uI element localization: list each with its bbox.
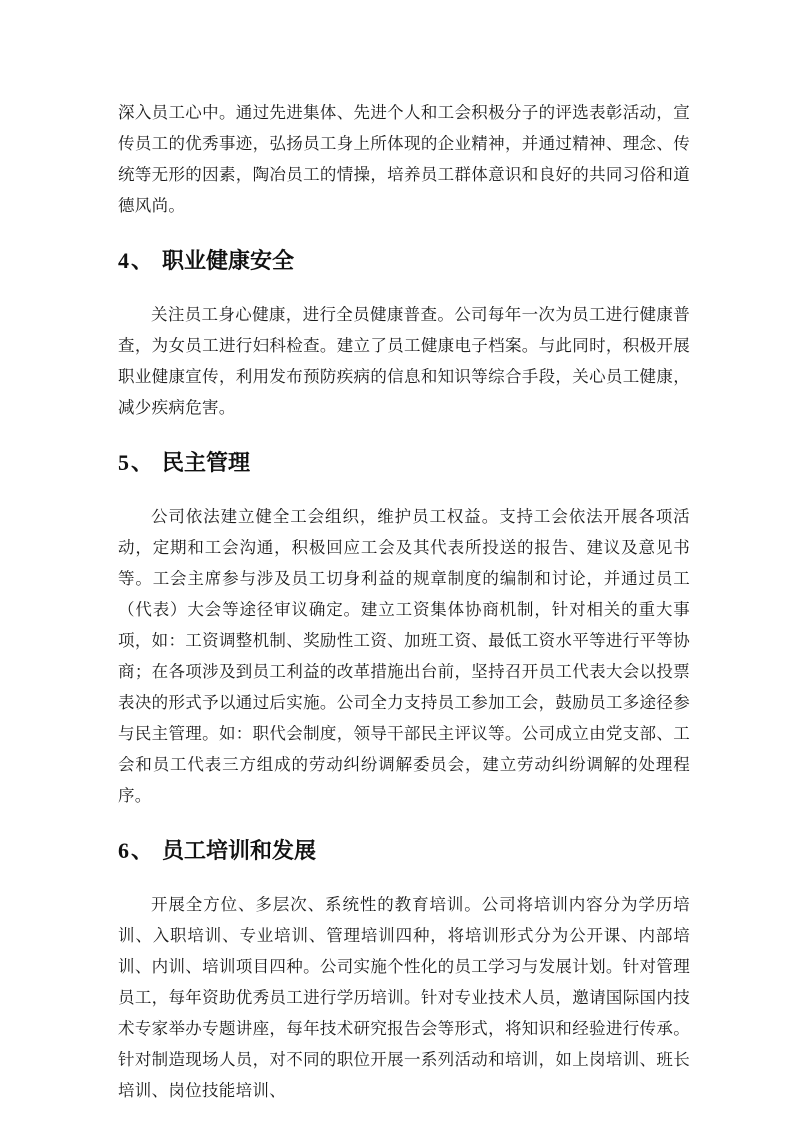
paragraph-employee-training-development: 开展全方位、多层次、系统性的教育培训。公司将培训内容分为学历培训、入职培训、专业培训、管理培训四种，将培训形式分为公开课、内部培训、内训、培训项目四种。公司实施个性化的员工学习与发展计划。针对管理员工，每年资助优秀员工进行学历培训。针对专业技术人员，邀请国际国内技术专家举办专题讲座，每年技术研究报告会等形式，将知识和经验进行传承。针对制造现场人员，对不同的职位开展一系列活动和培训，如上岗培训、班长培训、岗位技能培训、 [118,895,690,1100]
heading-occupational-health-safety [118,245,690,277]
heading-number: 6、 [118,838,156,863]
paragraph-continuation-employee-culture: 深入员工心中。通过先进集体、先进个人和工会积极分子的评选表彰活动，宣传员工的优秀事迹，弘扬员工身上所体现的企业精神，并通过精神、理念、传统等无形的因素，陶冶员工的情操，培养员工群体意识和良好的共同习俗和道德风尚。 [118,103,690,215]
heading-title: 民主管理 [162,450,251,475]
paragraph-democratic-management: 公司依法建立健全工会组织，维护员工权益。支持工会依法开展各项活动，定期和工会沟通，积极回应工会及其代表所投送的报告、建议及意见书等。工会主席参与涉及员工切身利益的规章制度的编制和讨论，并通过员工（代表）大会等途径审议确定。建立工资集体协商机制，针对相关的重大事项，如：工资调整机制、奖励性工资、加班工资、最低工资水平等进行平等协商；在各项涉及到员工利益的改革措施出台前，坚持召开员工代表大会以投票表决的形式予以通过后实施。公司全力支持员工参加工会，鼓励员工多途径参与民主管理。如：职代会制度，领导干部民主评议等。公司成立由党支部、工会和员工代表三方组成的劳动纠纷调解委员会，建立劳动纠纷调解的处理程序。 [118,507,690,805]
heading-title: 员工培训和发展 [162,838,317,863]
heading-number: 4、 [118,248,156,273]
heading-number: 5、 [118,450,156,475]
heading-democratic-management [118,447,690,479]
heading-employee-training-development [118,835,690,867]
heading-title: 职业健康安全 [162,248,295,273]
paragraph-occupational-health-safety: 关注员工身心健康，进行全员健康普查。公司每年一次为员工进行健康普查，为女员工进行妇科检查。建立了员工健康电子档案。与此同时，积极开展职业健康宣传，利用发布预防疾病的信息和知识等综合手段，关心员工健康，减少疾病危害。 [118,305,690,417]
